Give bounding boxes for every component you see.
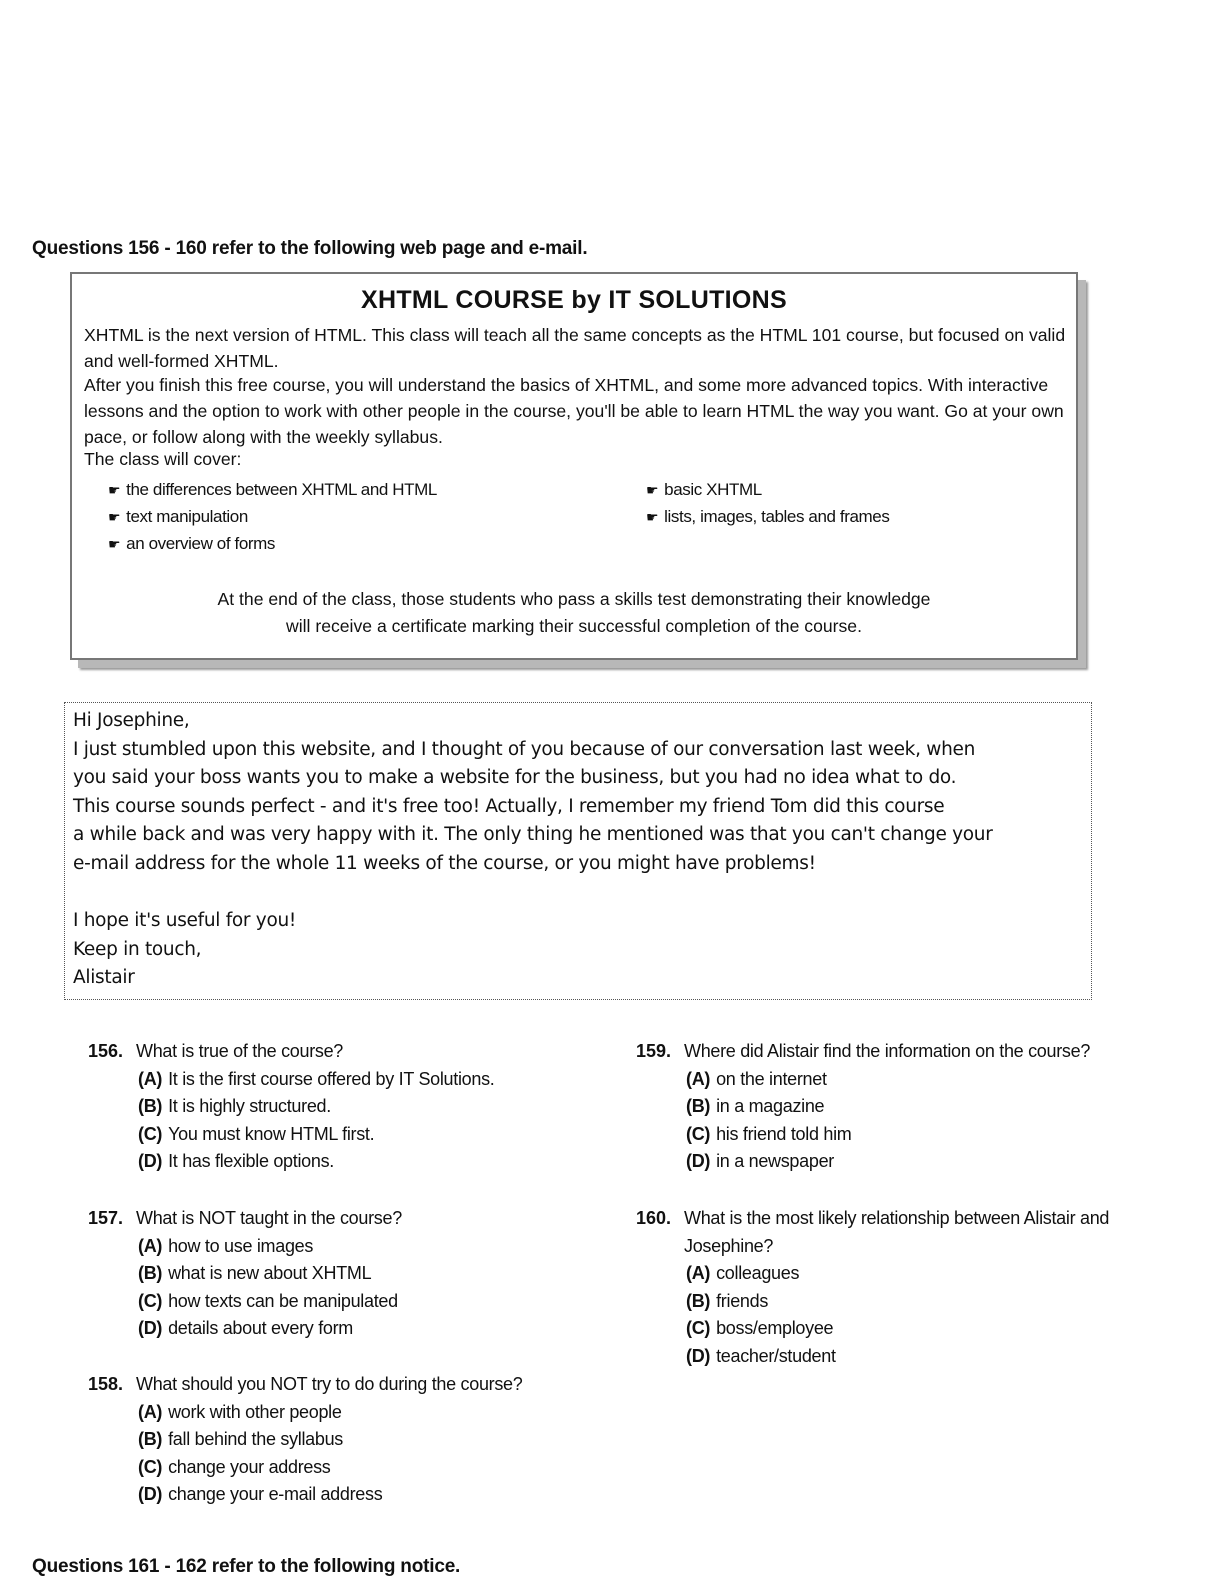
question-text: What should you NOT try to do during the course?: [136, 1374, 523, 1394]
question-number: 159.: [636, 1041, 672, 1061]
question-number: 160.: [636, 1208, 672, 1228]
answer-option[interactable]: (D) teacher/student: [686, 1345, 836, 1366]
question-text: What is the most likely relationship between Alistair and Josephine?: [684, 1208, 1110, 1256]
pointing-hand-icon: ☛: [108, 482, 121, 498]
cover-item: ☛ the differences between XHTML and HTML: [108, 480, 437, 499]
question-156: [88, 1038, 608, 1176]
section-heading: Questions 161 - 162 refer to the following notice.: [32, 1556, 461, 1577]
email-closing: Keep in touch,: [73, 938, 202, 960]
email-spacer: [73, 879, 1083, 908]
cover-item: ☛ an overview of forms: [108, 534, 275, 553]
answer-option[interactable]: (A) how to use images: [138, 1235, 314, 1256]
answer-option[interactable]: (D) in a newspaper: [686, 1151, 834, 1171]
email-line: you said your boss wants you to make a website for the business, but you had no idea what to do.: [73, 767, 957, 789]
answer-option[interactable]: (A) work with other people: [138, 1401, 342, 1422]
answer-option[interactable]: (C) his friend told him: [686, 1123, 852, 1144]
cover-item: ☛ text manipulation: [108, 507, 248, 526]
answer-option[interactable]: (C) change your address: [138, 1456, 331, 1477]
intro-paragraph: XHTML is the next version of HTML. This class will teach all the same concepts as the HTML 101 course, but focused on valid and well-formed XHTML.: [84, 325, 1066, 371]
answer-option[interactable]: (D) change your e-mail address: [138, 1484, 383, 1504]
answer-option[interactable]: (B) fall behind the syllabus: [138, 1429, 344, 1449]
email-line: a while back and was very happy with it. The only thing he mentioned was that you can't change your: [73, 824, 993, 846]
cover-item: ☛ lists, images, tables and frames: [646, 507, 890, 526]
question-160: [636, 1205, 1156, 1370]
question-text: Where did Alistair find the information on the course?: [684, 1041, 1091, 1061]
cover-label: The class will cover:: [84, 449, 242, 469]
web-page-panel: [70, 272, 1078, 660]
question-text: What is true of the course?: [136, 1041, 344, 1061]
question-number: 158.: [88, 1374, 124, 1394]
course-title: XHTML COURSE by IT SOLUTIONS: [360, 286, 787, 314]
answer-option[interactable]: (C) boss/employee: [686, 1318, 834, 1338]
pointing-hand-icon: ☛: [108, 509, 121, 525]
email-panel: [64, 702, 1092, 1000]
pointing-hand-icon: ☛: [646, 509, 659, 525]
answer-option[interactable]: (A) colleagues: [686, 1263, 800, 1283]
answer-option[interactable]: (B) friends: [686, 1290, 769, 1311]
question-text: What is NOT taught in the course?: [136, 1208, 402, 1228]
answer-option[interactable]: (C) how texts can be manipulated: [138, 1290, 398, 1311]
question-159: [636, 1038, 1176, 1176]
details-paragraph: After you finish this free course, you will understand the basics of XHTML, and some more advanced topics. With interactive lessons and the option to work with other people in the course, you'll be able to learn HTML the way you want. Go at your own pace, or follow along with the weekly syllabus.: [84, 375, 1064, 447]
answer-option[interactable]: (A) It is the first course offered by IT Solutions.: [138, 1068, 495, 1089]
pointing-hand-icon: ☛: [646, 482, 659, 498]
email-greeting: Hi Josephine,: [73, 710, 190, 731]
question-number: 157.: [88, 1208, 124, 1228]
question-number: 156.: [88, 1041, 124, 1061]
answer-option[interactable]: (B) in a magazine: [686, 1096, 825, 1116]
pointing-hand-icon: ☛: [108, 536, 121, 552]
certificate-note: At the end of the class, those students who pass a skills test demonstrating their knowledge will receive a certificate marking their successful completion of the course.: [217, 589, 931, 636]
answer-option[interactable]: (A) on the internet: [686, 1068, 827, 1089]
email-line: e-mail address for the whole 11 weeks of the course, or you might have problems!: [73, 852, 816, 874]
email-line: This course sounds perfect - and it's free too! Actually, I remember my friend Tom did this course: [73, 795, 945, 817]
answer-option[interactable]: (D) details about every form: [138, 1318, 353, 1338]
section-heading: Questions 156 - 160 refer to the following web page and e-mail.: [32, 238, 588, 259]
answer-option[interactable]: (C) You must know HTML first.: [138, 1123, 375, 1144]
answer-option[interactable]: (B) It is highly structured.: [138, 1096, 331, 1116]
email-signature: Alistair: [73, 967, 135, 989]
question-158: [88, 1371, 608, 1509]
question-157: [88, 1205, 608, 1343]
answer-option[interactable]: (D) It has flexible options.: [138, 1151, 334, 1171]
cover-item: ☛ basic XHTML: [646, 480, 762, 499]
email-line: I hope it's useful for you!: [73, 910, 297, 932]
answer-option[interactable]: (B) what is new about XHTML: [138, 1263, 372, 1283]
email-line: I just stumbled upon this website, and I thought of you because of our conversation last week, when: [73, 738, 976, 760]
